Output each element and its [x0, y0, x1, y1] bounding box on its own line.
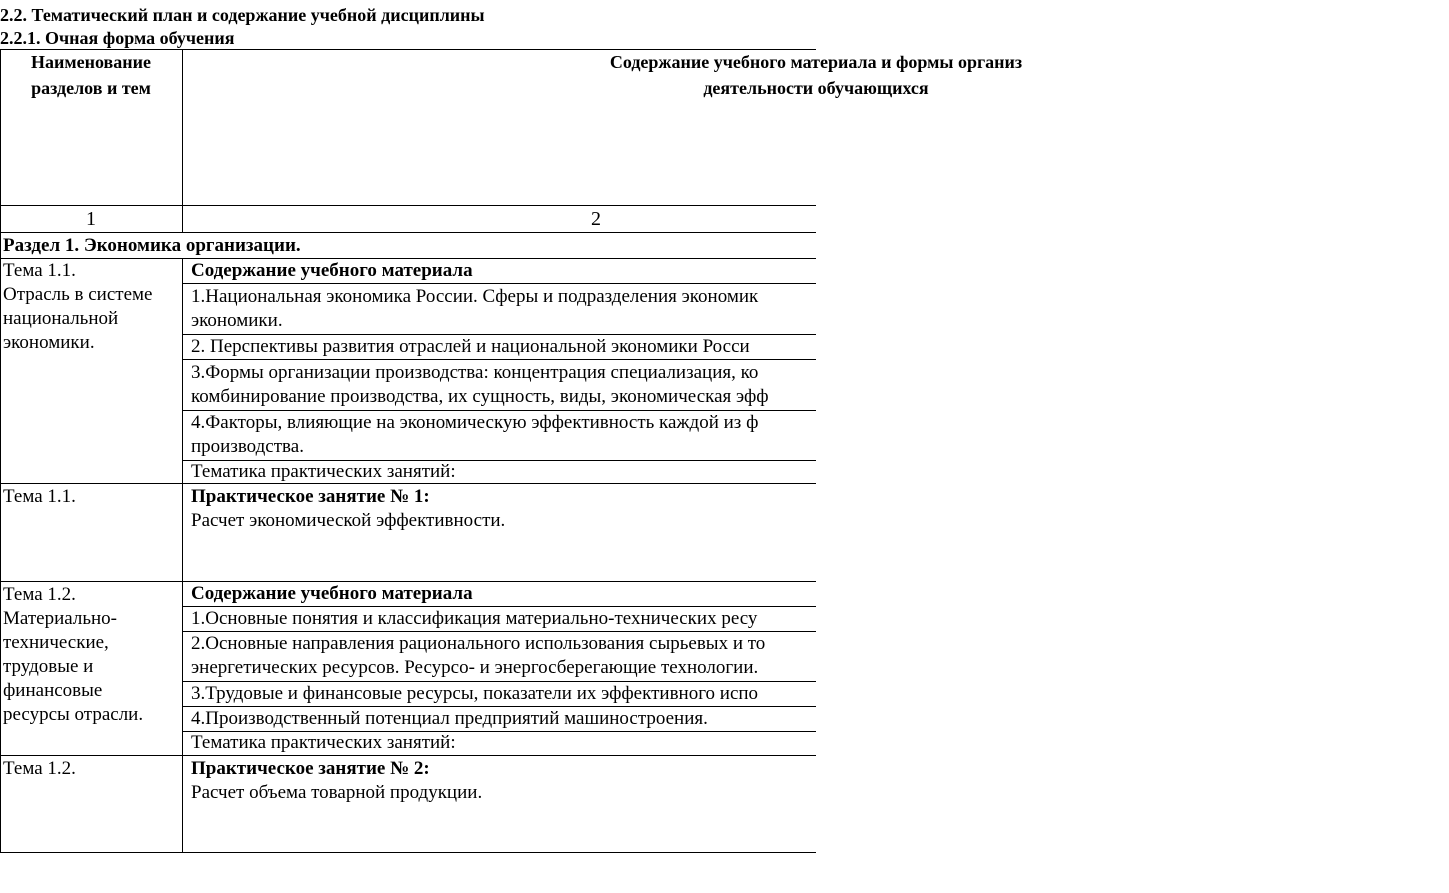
content-item: 4.Производственный потенциал предприятий машиностроения. [191, 708, 708, 729]
content-title: Содержание учебного материала [191, 583, 473, 604]
content-item: 1.Национальная экономика России. Сферы и подразделения экономик [191, 286, 759, 307]
section-heading: 2.2. Тематический план и содержание учебной дисциплины [0, 5, 485, 25]
content-item: 2.Основные направления рационального использования сырьевых и то [191, 633, 766, 654]
column-header-sections [0, 49, 182, 101]
subsection-heading: 2.2.1. Очная форма обучения [0, 28, 235, 48]
header-text: Наименование [31, 52, 151, 72]
content-item: производства. [191, 436, 304, 457]
content-item: комбинирование производства, их сущность, виды, экономическая эфф [191, 386, 769, 407]
practice-text: Расчет экономической эффективности. [191, 510, 506, 531]
content-item: 2. Перспективы развития отраслей и национальной экономики Росси [191, 336, 750, 357]
column-number-2: 2 [591, 208, 601, 230]
header-text: Содержание учебного материала и формы организ [609, 52, 1023, 72]
content-title: Содержание учебного материала [191, 260, 473, 281]
table-border-bottom [0, 852, 816, 853]
content-item: 1.Основные понятия и классификация материально-технических ресу [191, 608, 758, 629]
content-item: энергетических ресурсов. Ресурсо- и энергосберегающие технологии. [191, 657, 759, 678]
row-divider [183, 359, 816, 360]
content-item: экономики. [191, 310, 283, 331]
section-title: Раздел 1. Экономика организации. [3, 235, 301, 256]
header-text: деятельности обучающихся [703, 78, 929, 98]
header-text: разделов и тем [31, 78, 151, 98]
practice-topic-name: Тема 1.1. [3, 486, 76, 507]
practice-topics-label: Тематика практических занятий: [191, 732, 456, 753]
topic-name: Тема 1.1. Отрасль в системе национальной экономики. [3, 260, 153, 353]
topic-name: Тема 1.2. Материально- технические, трудовые и финансовые ресурсы отрасли. [3, 584, 144, 725]
content-item: 3.Трудовые и финансовые ресурсы, показатели их эффективного испо [191, 683, 759, 704]
table-border-left [0, 49, 1, 853]
row-divider [0, 755, 816, 756]
practice-text: Расчет объема товарной продукции. [191, 782, 483, 803]
row-divider [0, 232, 816, 233]
practice-title: Практическое занятие № 1: [191, 486, 430, 507]
practice-topics-label: Тематика практических занятий: [191, 461, 456, 482]
column-divider [182, 258, 183, 853]
practice-title: Практическое занятие № 2: [191, 758, 430, 779]
column-number-1: 1 [86, 208, 96, 230]
column-header-content [183, 49, 1449, 101]
content-item: 3.Формы организации производства: концентрация специализация, ко [191, 362, 759, 383]
practice-topic-name: Тема 1.2. [3, 758, 76, 779]
row-divider [0, 205, 816, 206]
content-item: 4.Факторы, влияющие на экономическую эффективность каждой из ф [191, 412, 759, 433]
row-divider [183, 283, 816, 284]
